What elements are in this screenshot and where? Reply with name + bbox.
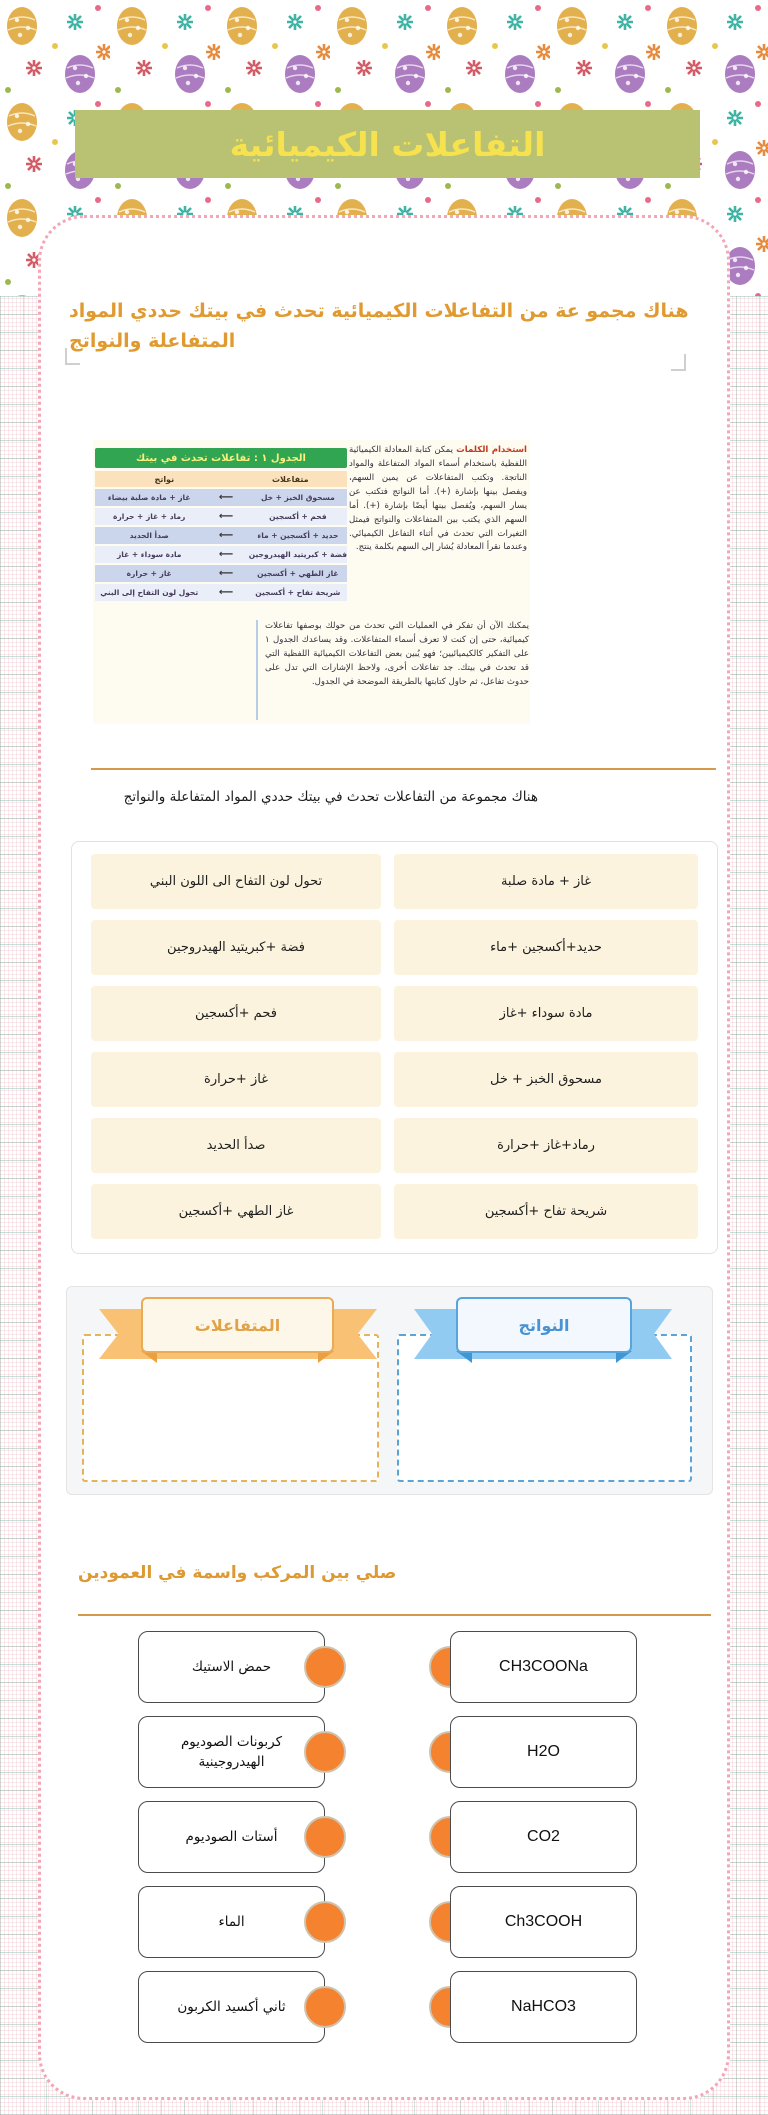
table-row bbox=[95, 565, 347, 582]
arrow-left-icon: ⟵ bbox=[218, 548, 234, 560]
textbook-paragraph-1-text: يمكن كتابة المعادلة الكيميائية اللفظية باستخدام أسماء المواد المتفاعلة والمواد الناتجة. وتكتب المتفاعلات عن يمين السهم، ويفصل بينها بإشارة (+). أما النواتج فتكتب عن يسار السهم، ويُفصل بينها أيضًا بإشارة (+). أما السهم الذي يكتب بين المتفاعلات والنواتج فيمثل التغيرات التي تحدث في أثناء التفاعل الكيميائي. وعندما نقرأ المعادلة يُشار إلى السهم بكلمة ينتج. bbox=[349, 445, 527, 553]
word-bank-item[interactable]: غاز الطهي +أكسجين bbox=[91, 1184, 381, 1239]
reactants-cell: حديد + أكسجين + ماء bbox=[257, 531, 339, 540]
match-item-name[interactable]: أستات الصوديوم bbox=[138, 1801, 325, 1873]
reactants-ribbon-label: المتفاعلات bbox=[141, 1297, 334, 1353]
match-section-heading: صلي بين المركب واسمة في العمودين bbox=[78, 1563, 397, 1583]
reactants-cell: فحم + أكسجين bbox=[269, 512, 327, 521]
match-connector-dot[interactable] bbox=[304, 1816, 346, 1858]
arrow-left-icon: ⟵ bbox=[218, 510, 234, 522]
match-connector-dot[interactable] bbox=[304, 1986, 346, 2028]
match-row bbox=[41, 1886, 733, 1958]
arrow-left-icon: ⟵ bbox=[218, 529, 234, 541]
word-bank-item[interactable]: مسحوق الخبز + خل bbox=[394, 1052, 698, 1107]
table-row bbox=[95, 584, 347, 601]
col-reactants: متفاعلات bbox=[272, 474, 309, 484]
arrow-left-icon: ⟵ bbox=[218, 491, 234, 503]
match-item-formula[interactable]: H2O bbox=[450, 1716, 637, 1788]
match-row bbox=[41, 1971, 733, 2043]
products-cell: تحول لون التفاح إلى البني bbox=[100, 588, 199, 597]
products-cell: غاز + حرارة bbox=[126, 569, 172, 578]
match-item-formula[interactable]: NaHCO3 bbox=[450, 1971, 637, 2043]
textbook-table-header bbox=[95, 471, 347, 487]
col-products: نواتج bbox=[154, 474, 175, 484]
textbook-table bbox=[95, 448, 347, 601]
word-bank-item[interactable]: شريحة تفاح +أكسجين bbox=[394, 1184, 698, 1239]
word-bank-item[interactable]: غاز +حرارة bbox=[91, 1052, 381, 1107]
match-item-name[interactable]: كربونات الصوديوم الهيدروجينية bbox=[138, 1716, 325, 1788]
worksheet-title: التفاعلات الكيميائية bbox=[229, 124, 546, 164]
textbook-paragraph-2: يمكنك الآن أن تفكر في العمليات التي تحدث من حولك بوصفها تفاعلات كيميائية، حتى إن كنت لا تعرف أسماء المتفاعلات. وقد يساعدك الجدول ١ على التفكير كالكيميائيين؛ فهو يُبين بعض التفاعلات الكيميائية اللفظية التي قد تحدث في بيتك. جد تفاعلات أخرى، ولاحظ الإشارات التي تدل على حدوث تفاعل، ثم حاول كتابتها بالطريقة الموضحة في الجدول. bbox=[256, 620, 529, 720]
match-item-name[interactable]: الماء bbox=[138, 1886, 325, 1958]
table-row bbox=[95, 508, 347, 525]
textbook-lead-words: استخدام الكلمات bbox=[456, 445, 527, 455]
section-divider bbox=[78, 1614, 711, 1616]
textbook-table-title: الجدول ١ : تفاعلات تحدث في بيتك bbox=[95, 448, 347, 468]
products-cell: رماد + غاز + حرارة bbox=[113, 512, 186, 521]
match-item-name[interactable]: حمض الاستيك bbox=[138, 1631, 325, 1703]
section-divider bbox=[91, 768, 716, 770]
match-row bbox=[41, 1716, 733, 1788]
reactants-cell: فضة + كبريتيد الهيدروجين bbox=[248, 550, 347, 559]
textbook-paragraph-1 bbox=[349, 444, 527, 616]
reactants-cell: غاز الطهي + أكسجين bbox=[257, 569, 339, 578]
word-bank-item[interactable]: تحول لون التفاح الى اللون البني bbox=[91, 854, 381, 909]
table-row bbox=[95, 546, 347, 563]
word-bank bbox=[71, 841, 718, 1254]
word-bank-row bbox=[91, 986, 698, 1041]
textbook-image bbox=[93, 440, 530, 724]
reactants-cell: شريحة تفاح + أكسجين bbox=[255, 588, 341, 597]
worksheet-card bbox=[38, 215, 730, 2100]
match-connector-dot[interactable] bbox=[304, 1731, 346, 1773]
reactants-cell: مسحوق الخبز + خل bbox=[260, 493, 335, 502]
resize-handle-right[interactable] bbox=[671, 354, 686, 371]
match-row bbox=[41, 1631, 733, 1703]
match-connector-dot[interactable] bbox=[304, 1646, 346, 1688]
intro-heading: هناك مجمو عة من التفاعلات الكيميائية تحدث في بيتك حددي المواد المتفاعلة والنواتج bbox=[69, 300, 689, 353]
arrow-left-icon: ⟵ bbox=[218, 567, 234, 579]
products-ribbon-label: النواتج bbox=[456, 1297, 632, 1353]
word-bank-row bbox=[91, 1118, 698, 1173]
match-exercise bbox=[41, 1631, 733, 2056]
match-item-formula[interactable]: CH3COONa bbox=[450, 1631, 637, 1703]
word-bank-item[interactable]: صدأ الحديد bbox=[91, 1118, 381, 1173]
products-cell: غاز + مادة صلبة بيضاء bbox=[107, 493, 191, 502]
products-cell: مادة سوداء + غاز bbox=[116, 550, 182, 559]
match-item-formula[interactable]: CO2 bbox=[450, 1801, 637, 1873]
word-bank-item[interactable]: رماد+غاز +حرارة bbox=[394, 1118, 698, 1173]
match-item-name[interactable]: ثاني أكسيد الكربون bbox=[138, 1971, 325, 2043]
arrow-left-icon: ⟵ bbox=[218, 586, 234, 598]
table-row bbox=[95, 489, 347, 506]
word-bank-item[interactable]: مادة سوداء +غاز bbox=[394, 986, 698, 1041]
products-cell: صدأ الحديد bbox=[129, 531, 169, 540]
worksheet-title-banner bbox=[75, 110, 700, 178]
word-bank-item[interactable]: فضة +كبريتيد الهيدروجين bbox=[91, 920, 381, 975]
resize-handle-left[interactable] bbox=[65, 348, 80, 365]
word-bank-row bbox=[91, 920, 698, 975]
word-bank-item[interactable]: فحم +أكسجين bbox=[91, 986, 381, 1041]
word-bank-item[interactable]: غاز + مادة صلبة bbox=[394, 854, 698, 909]
textbook-table-rows bbox=[95, 489, 347, 601]
match-item-formula[interactable]: Ch3COOH bbox=[450, 1886, 637, 1958]
match-row bbox=[41, 1801, 733, 1873]
word-bank-row bbox=[91, 854, 698, 909]
sorting-zones-section bbox=[66, 1286, 713, 1495]
word-bank-row bbox=[91, 1052, 698, 1107]
table-row bbox=[95, 527, 347, 544]
match-connector-dot[interactable] bbox=[304, 1901, 346, 1943]
word-bank-item[interactable]: حديد+أكسجين +ماء bbox=[394, 920, 698, 975]
instruction-text: هناك مجموعة من التفاعلات تحدث في بيتك حددي المواد المتفاعلة والنواتج bbox=[123, 789, 538, 805]
word-bank-row bbox=[91, 1184, 698, 1239]
